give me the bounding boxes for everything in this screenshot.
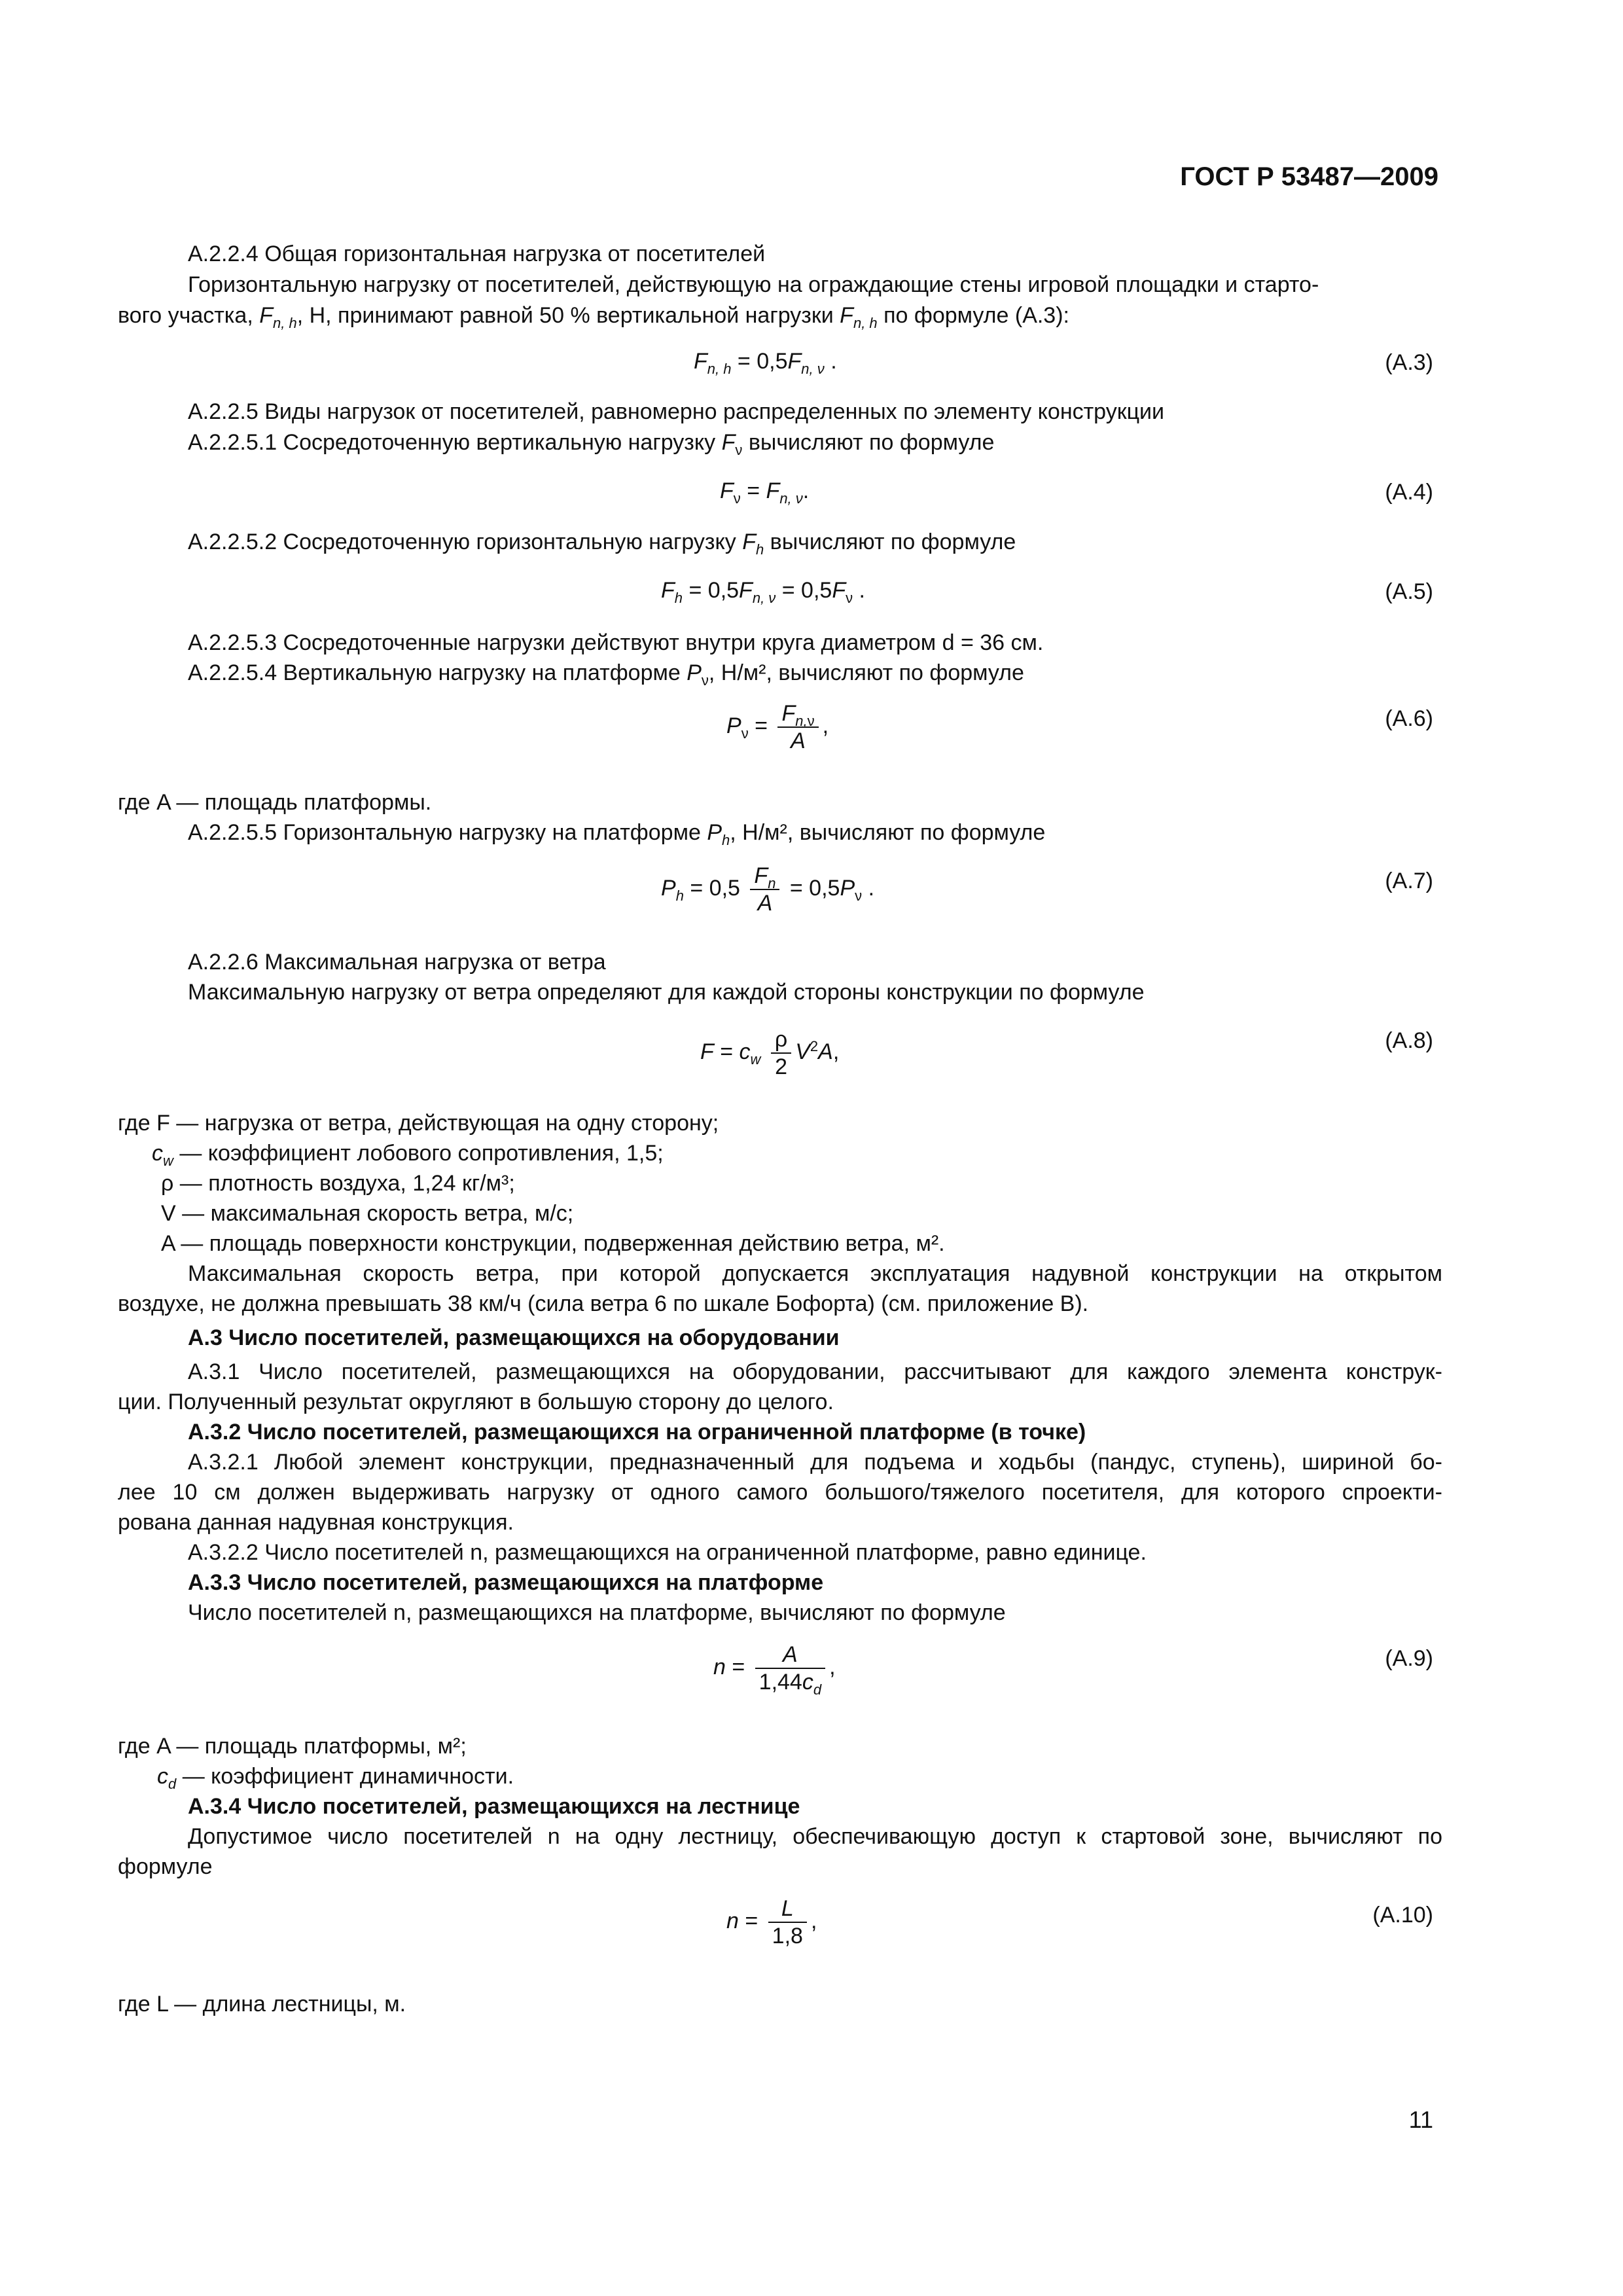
definition-line: ρ — плотность воздуха, 1,24 кг/м³; — [161, 1171, 515, 1196]
paragraph-line: А.3.1 Число посетителей, размещающихся на оборудовании, рассчитывают для каждого элемента конструк- — [188, 1359, 1442, 1384]
paragraph-line: А.3.2.2 Число посетителей n, размещающихся на ограниченной платформе, равно единице. — [188, 1540, 1147, 1565]
formula-a3: $F_{n, h} = 0,5F_{n, \nu}$ . — [694, 349, 837, 377]
paragraph-line: Максимальная скорость ветра, при которой допускается эксплуатация надувной конструкции на открытом — [188, 1261, 1442, 1286]
paragraph-line: А.2.2.5.4 Вертикальную нагрузку на платформе $P_\nu$, Н/м², вычисляют по формуле — [188, 660, 1024, 689]
paragraph-line: А.2.2.5.5 Горизонтальную нагрузку на платформе $P_h$, Н/м², вычисляют по формуле — [188, 820, 1046, 848]
formula-a7: $P_h = 0,5$ $\frac{F_n}{A}$ = $0,5P_\nu$ . — [661, 863, 875, 916]
page-number: 11 — [1408, 2106, 1433, 2133]
formula-a4: $F_\nu = F_{n, \nu}$. — [720, 478, 810, 507]
section-heading-a33: А.3.3 Число посетителей, размещающихся на платформе — [188, 1570, 824, 1595]
paragraph-line: воздухе, не должна превышать 38 км/ч (сила ветра 6 по шкале Бофорта) (см. приложение В). — [118, 1291, 1089, 1316]
paragraph-line: Число посетителей n, размещающихся на платформе, вычисляют по формуле — [188, 1600, 1006, 1625]
clause-a226-title: А.2.2.6 Максимальная нагрузка от ветра — [188, 950, 606, 975]
equation-number: (А.7) — [1385, 869, 1433, 893]
equation-number: (А.9) — [1385, 1646, 1433, 1671]
paragraph-line: А.2.2.5.1 Сосредоточенную вертикальную нагрузку $F_\nu$ вычисляют по формуле — [188, 430, 995, 458]
paragraph-line: Горизонтальную нагрузку от посетителей, действующую на ограждающие стены игровой площадки и старто- — [188, 272, 1319, 297]
document-header-title: ГОСТ Р 53487—2009 — [1180, 162, 1438, 191]
formula-a8: $F = c_w$ $\frac{\rho}{2}$ $V^2A$, — [700, 1027, 840, 1079]
equation-number: (А.10) — [1372, 1903, 1433, 1928]
formula-a9: n = $\frac{A}{1,44c_d}$ , — [713, 1642, 836, 1698]
definition-line: где L — длина лестницы, м. — [118, 1992, 406, 2017]
section-heading-a34: А.3.4 Число посетителей, размещающихся на лестнице — [188, 1794, 800, 1819]
clause-a224-title: А.2.2.4 Общая горизонтальная нагрузка от посетителей — [188, 242, 766, 266]
equation-number: (А.3) — [1385, 350, 1433, 375]
definition-line: $c_w$ — коэффициент лобового сопротивления, 1,5; — [152, 1141, 664, 1169]
paragraph-line: А.2.2.5.2 Сосредоточенную горизонтальную нагрузку $F_h$ вычисляют по формуле — [188, 529, 1016, 558]
definition-line: A — площадь поверхности конструкции, подверженная действию ветра, м². — [161, 1231, 945, 1256]
definition-line: где F — нагрузка от ветра, действующая на одну сторону; — [118, 1111, 719, 1136]
section-heading-a32: А.3.2 Число посетителей, размещающихся на ограниченной платформе (в точке) — [188, 1420, 1086, 1444]
formula-a10: n = $\frac{L}{1,8}$ , — [726, 1896, 817, 1948]
paragraph-line: вого участка, $F_{n, h}$, Н, принимают равной 50 % вертикальной нагрузки $F_{n, h}$ по формуле (А.3): — [118, 303, 1069, 331]
definition-line: V — максимальная скорость ветра, м/с; — [161, 1201, 574, 1226]
equation-number: (А.6) — [1385, 706, 1433, 731]
paragraph-line: рована данная надувная конструкция. — [118, 1510, 514, 1535]
paragraph-line: формуле — [118, 1854, 213, 1879]
formula-a6: $P_\nu$ = $\frac{F_{n,\nu}}{A}$ , — [726, 701, 829, 753]
paragraph-line: ции. Полученный результат округляют в большую сторону до целого. — [118, 1390, 834, 1414]
paragraph-line: лее 10 см должен выдерживать нагрузку от одного самого большого/тяжелого посетителя, для которого спроекти- — [118, 1480, 1442, 1505]
clause-a225-title: А.2.2.5 Виды нагрузок от посетителей, равномерно распределенных по элементу конструкции — [188, 399, 1165, 424]
section-heading-a3: А.3 Число посетителей, размещающихся на оборудовании — [188, 1325, 840, 1350]
equation-number: (А.5) — [1385, 579, 1433, 604]
formula-a5: $F_h = 0,5F_{n, \nu} = 0,5F_\nu$ . — [661, 578, 865, 606]
paragraph-line: Допустимое число посетителей n на одну лестницу, обеспечивающую доступ к стартовой зоне, вычисляют по — [188, 1824, 1442, 1849]
paragraph-line: А.3.2.1 Любой элемент конструкции, предназначенный для подъема и ходьбы (пандус, ступень), шириной бо- — [188, 1450, 1442, 1475]
equation-number: (А.8) — [1385, 1028, 1433, 1053]
definition-line: где A — площадь платформы, м²; — [118, 1734, 467, 1759]
definition-line: $c_d$ — коэффициент динамичности. — [157, 1764, 514, 1792]
paragraph-line: А.2.2.5.3 Сосредоточенные нагрузки действуют внутри круга диаметром d = 36 см. — [188, 630, 1044, 655]
paragraph-line: где A — площадь платформы. — [118, 790, 432, 815]
equation-number: (А.4) — [1385, 480, 1433, 505]
paragraph-line: Максимальную нагрузку от ветра определяют для каждой стороны конструкции по формуле — [188, 980, 1145, 1005]
